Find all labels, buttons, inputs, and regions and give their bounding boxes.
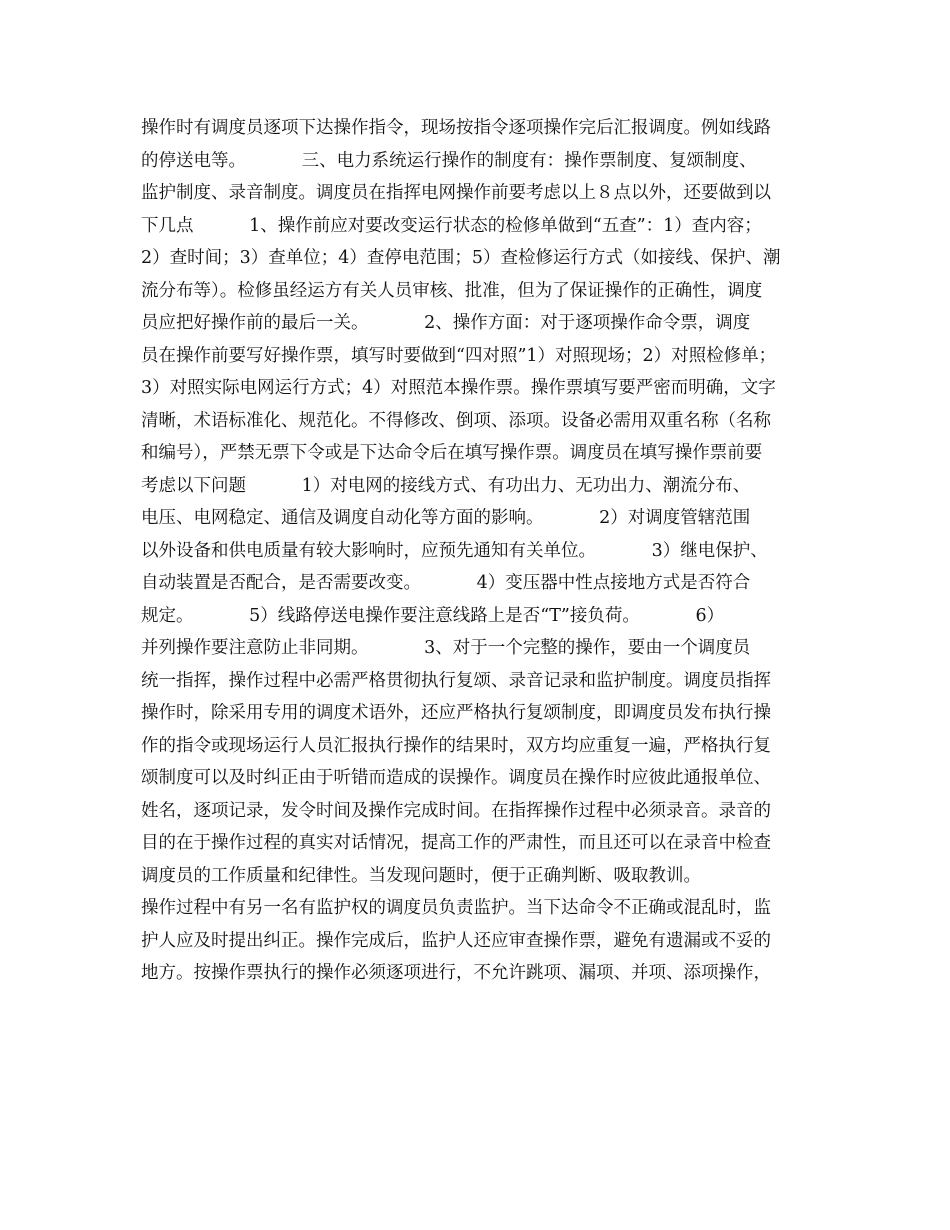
text-line: 地方。按操作票执行的操作必须逐项进行，不允许跳项、漏项、并项、添项操作，: [141, 963, 771, 983]
text-line: 作的指令或现场运行人员汇报执行操作的结果时，双方均应重复一遍，严格执行复: [141, 735, 771, 756]
text-line: 并列操作要注意防止非同期。 3、对于一个完整的操作，要由一个调度员: [141, 638, 751, 658]
body-text: [141, 112, 821, 990]
text-line: 以外设备和供电质量有较大影响时，应预先通知有关单位。 3）继电保护、: [141, 540, 768, 561]
text-line: 流分布等）。检修虽经运方有关人员审核、批准，但为了保证操作的正确性，调度: [141, 280, 763, 301]
text-line: 操作时，除采用专用的调度术语外，还应严格执行复颂制度，即调度员发布执行操: [141, 703, 771, 723]
text-line: 监护制度、录音制度。调度员在指挥电网操作前要考虑以上８点以外，还要做到以: [141, 183, 771, 203]
text-line: 2）查时间；3）查单位；4）查停电范围；5）查检修运行方式（如接线、保护、潮: [141, 248, 781, 268]
text-line: 规定。 5）线路停送电操作要注意线路上是否“T”接负荷。 6）: [141, 605, 725, 626]
text-line: 护人应及时提出纠正。操作完成后，监护人还应审查操作票，避免有遗漏或不妥的: [141, 930, 771, 951]
text-line: 目的在于操作过程的真实对话情况，提高工作的严肃性，而且还可以在录音中检查: [141, 833, 771, 853]
text-line: 考虑以下问题 1）对电网的接线方式、有功出力、无功出力、潮流分布、: [141, 475, 751, 496]
text-line: 姓名，逐项记录，发令时间及操作完成时间。在指挥操作过程中必须录音。录音的: [141, 800, 771, 821]
text-line: 3）对照实际电网运行方式；4）对照范本操作票。操作票填写要严密而明确，文字: [141, 378, 776, 398]
text-line: 清晰，术语标准化、规范化。不得修改、倒项、添项。设备必需用双重名称（名称: [141, 410, 771, 431]
text-line: 员应把好操作前的最后一关。 2、操作方面：对于逐项操作命令票，调度: [141, 313, 751, 333]
text-line: 自动装置是否配合，是否需要改变。 4）变压器中性点接地方式是否符合: [141, 573, 751, 593]
text-line: 的停送电等。 三、电力系统运行操作的制度有：操作票制度、复颂制度、: [141, 150, 757, 171]
text-line: 员在操作前要写好操作票，填写时要做到“四对照”1）对照现场；2）对照检修单；: [141, 345, 777, 366]
text-line: 下几点 1、操作前应对要改变运行状态的检修单做到“五查”：1）查内容；: [141, 215, 762, 236]
text-line: 电压、电网稳定、通信及调度自动化等方面的影响。 2）对调度管辖范围: [141, 508, 751, 528]
text-line: 调度员的工作质量和纪律性。当发现问题时，便于正确判断、吸取教训。: [141, 865, 701, 886]
text-line: 和编号），严禁无票下令或是下达命令后在填写操作票。调度员在填写操作票前要: [141, 443, 763, 463]
text-line: 颂制度可以及时纠正由于听错而造成的误操作。调度员在操作时应彼此通报单位、: [141, 768, 771, 788]
text-line: 统一指挥，操作过程中必需严格贯彻执行复颂、录音记录和监护制度。调度员指挥: [141, 670, 771, 691]
text-line: 操作过程中有另一名有监护权的调度员负责监护。当下达命令不正确或混乱时，监: [141, 898, 771, 918]
text-line: 操作时有调度员逐项下达操作指令，现场按指令逐项操作完后汇报调度。例如线路: [141, 118, 771, 138]
